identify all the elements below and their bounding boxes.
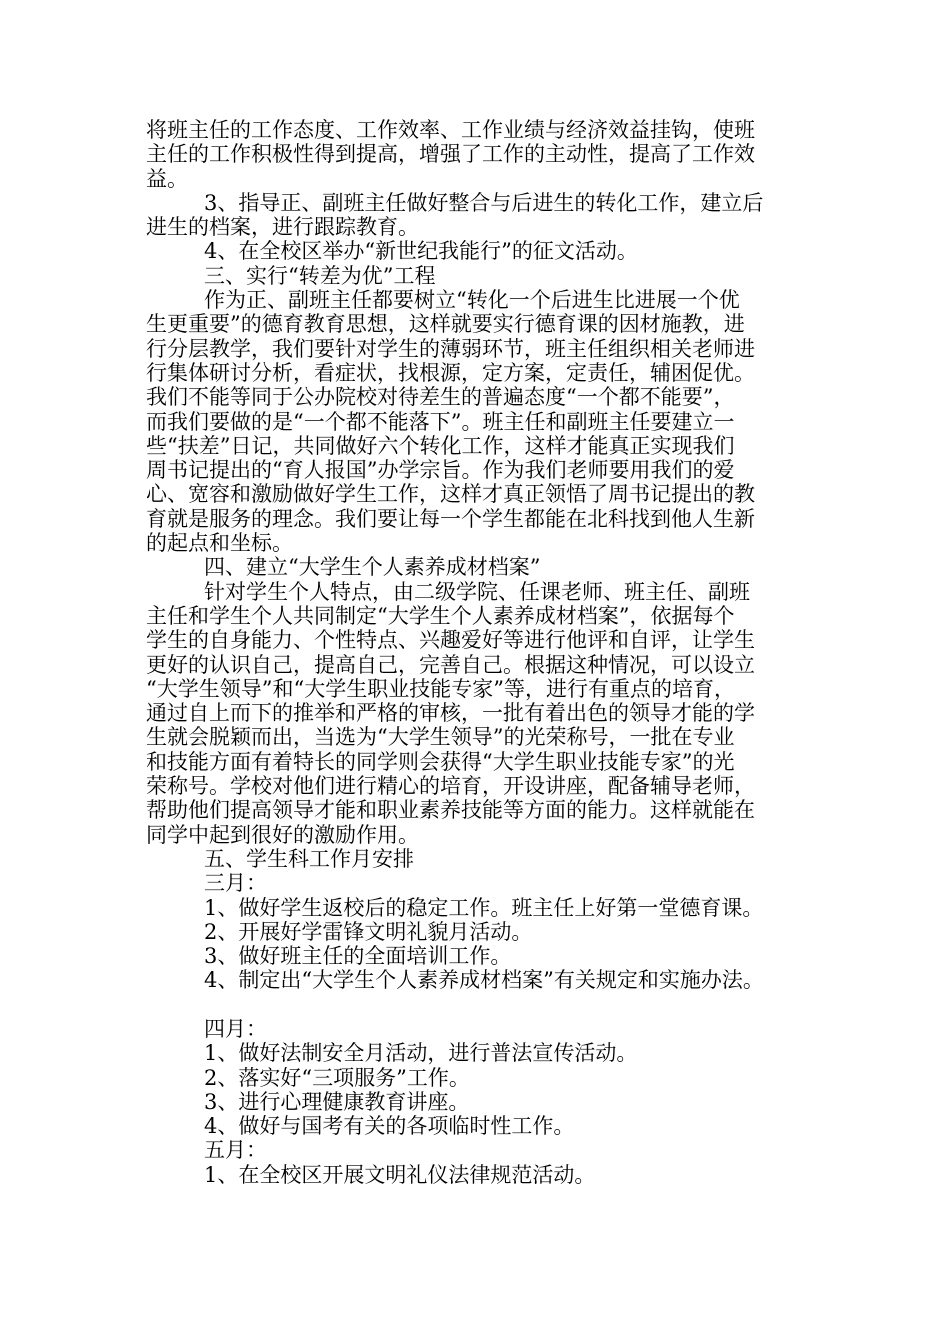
- text-line: 生就会脱颖而出，当选为“大学生领导”的光荣称号，一批在专业: [146, 725, 735, 750]
- text-line: 4、制定出“大学生个人素养成材档案”有关规定和实施办法。: [204, 968, 764, 993]
- text-line: 帮助他们提高领导才能和职业素养技能等方面的能力。这样就能在: [146, 798, 755, 823]
- text-line: 针对学生个人特点，由二级学院、任课老师、班主任、副班: [204, 579, 750, 604]
- paragraph: [146, 968, 826, 992]
- paragraph: [146, 191, 826, 215]
- text-line: 3、进行心理健康教育讲座。: [204, 1089, 470, 1114]
- text-line: 1、做好学生返校后的稳定工作。班主任上好第一堂德育课。: [204, 895, 764, 920]
- text-line: 3、指导正、副班主任做好整合与后进生的转化工作，建立后: [204, 190, 764, 215]
- text-line: 将班主任的工作态度、工作效率、工作业绩与经济效益挂钩，使班: [146, 118, 755, 142]
- text-line: 些“扶差”日记，共同做好六个转化工作，这样才能真正实现我们: [146, 433, 735, 458]
- text-line: 四、建立“大学生个人素养成材档案”: [204, 555, 541, 580]
- text-line: 2、落实好“三项服务”工作。: [204, 1065, 470, 1090]
- text-line: 荣称号。学校对他们进行精心的培育，开设讲座，配备辅导老师，: [146, 774, 755, 799]
- paragraph: [146, 1017, 826, 1041]
- paragraph: [146, 871, 826, 895]
- text-line: 3、做好班主任的全面培训工作。: [204, 944, 512, 969]
- paragraph: [146, 118, 826, 191]
- paragraph: [146, 604, 826, 847]
- text-line: 作为正、副班主任都要树立“转化一个后进生比进展一个优: [204, 288, 740, 313]
- text-line: 的起点和坐标。: [146, 531, 293, 556]
- paragraph: [146, 847, 826, 871]
- paragraph: [146, 920, 826, 944]
- text-line: 更好的认识自己，提高自己，完善自己。根据这种情况，可以设立: [146, 652, 755, 677]
- paragraph: [146, 1114, 826, 1138]
- text-line: 五月：: [204, 1138, 267, 1163]
- text-line: 四月：: [204, 1016, 267, 1041]
- text-line: 益。: [146, 166, 188, 191]
- text-line: “大学生领导”和“大学生职业技能专家”等，进行有重点的培育，: [146, 676, 735, 701]
- document-body: [146, 118, 826, 1187]
- paragraph: [146, 312, 826, 555]
- text-line: 主任的工作积极性得到提高，增强了工作的主动性，提高了工作效: [146, 142, 755, 167]
- paragraph: [146, 993, 826, 1017]
- text-line: 而我们要做的是“一个都不能落下”。班主任和副班主任要建立一: [146, 409, 735, 434]
- text-line: 同学中起到很好的激励作用。: [146, 822, 419, 847]
- text-line: 行集体研讨分析，看症状，找根源，定方案，定责任，辅困促优。: [146, 360, 755, 385]
- text-line: 我们不能等同于公办院校对待差生的普遍态度“一个都不能要”，: [146, 385, 735, 410]
- text-line: 五、学生科工作月安排: [204, 846, 414, 871]
- paragraph: [146, 1163, 826, 1187]
- paragraph: [146, 1041, 826, 1065]
- text-line: 三、实行“转差为优”工程: [204, 263, 436, 288]
- paragraph: [146, 1138, 826, 1162]
- text-line: 1、在全校区开展文明礼仪法律规范活动。: [204, 1162, 596, 1187]
- text-line: 主任和学生个人共同制定“大学生个人素养成材档案”，依据每个: [146, 603, 735, 628]
- text-line: 学生的自身能力、个性特点、兴趣爱好等进行他评和自评，让学生: [146, 628, 755, 653]
- paragraph: [146, 264, 826, 288]
- paragraph: [146, 944, 826, 968]
- text-line: 4、在全校区举办“新世纪我能行”的征文活动。: [204, 239, 638, 264]
- text-line: [146, 993, 826, 1017]
- text-line: 1、做好法制安全月活动，进行普法宣传活动。: [204, 1041, 638, 1066]
- paragraph: [146, 1066, 826, 1090]
- text-line: 心、宽容和激励做好学生工作，这样才真正领悟了周书记提出的教: [146, 482, 755, 507]
- text-line: 2、开展好学雷锋文明礼貌月活动。: [204, 919, 533, 944]
- text-line: 生更重要”的德育教育思想，这样就要实行德育课的因材施教，进: [146, 312, 745, 337]
- paragraph: [146, 896, 826, 920]
- text-line: 行分层教学，我们要针对学生的薄弱环节，班主任组织相关老师进: [146, 336, 755, 361]
- text-line: 三月：: [204, 871, 267, 896]
- paragraph: [146, 288, 826, 312]
- paragraph: [146, 239, 826, 263]
- paragraph: [146, 580, 826, 604]
- text-line: 和技能方面有着特长的同学则会获得“大学生职业技能专家”的光: [146, 749, 735, 774]
- paragraph: [146, 215, 826, 239]
- text-line: 育就是服务的理念。我们要让每一个学生都能在北科找到他人生新: [146, 506, 755, 531]
- text-line: 4、做好与国考有关的各项临时性工作。: [204, 1114, 575, 1139]
- text-line: 通过自上而下的推举和严格的审核，一批有着出色的领导才能的学: [146, 701, 755, 726]
- paragraph: [146, 1090, 826, 1114]
- text-line: 进生的档案，进行跟踪教育。: [146, 215, 419, 240]
- text-line: 周书记提出的“育人报国”办学宗旨。作为我们老师要用我们的爱: [146, 458, 735, 483]
- paragraph: [146, 555, 826, 579]
